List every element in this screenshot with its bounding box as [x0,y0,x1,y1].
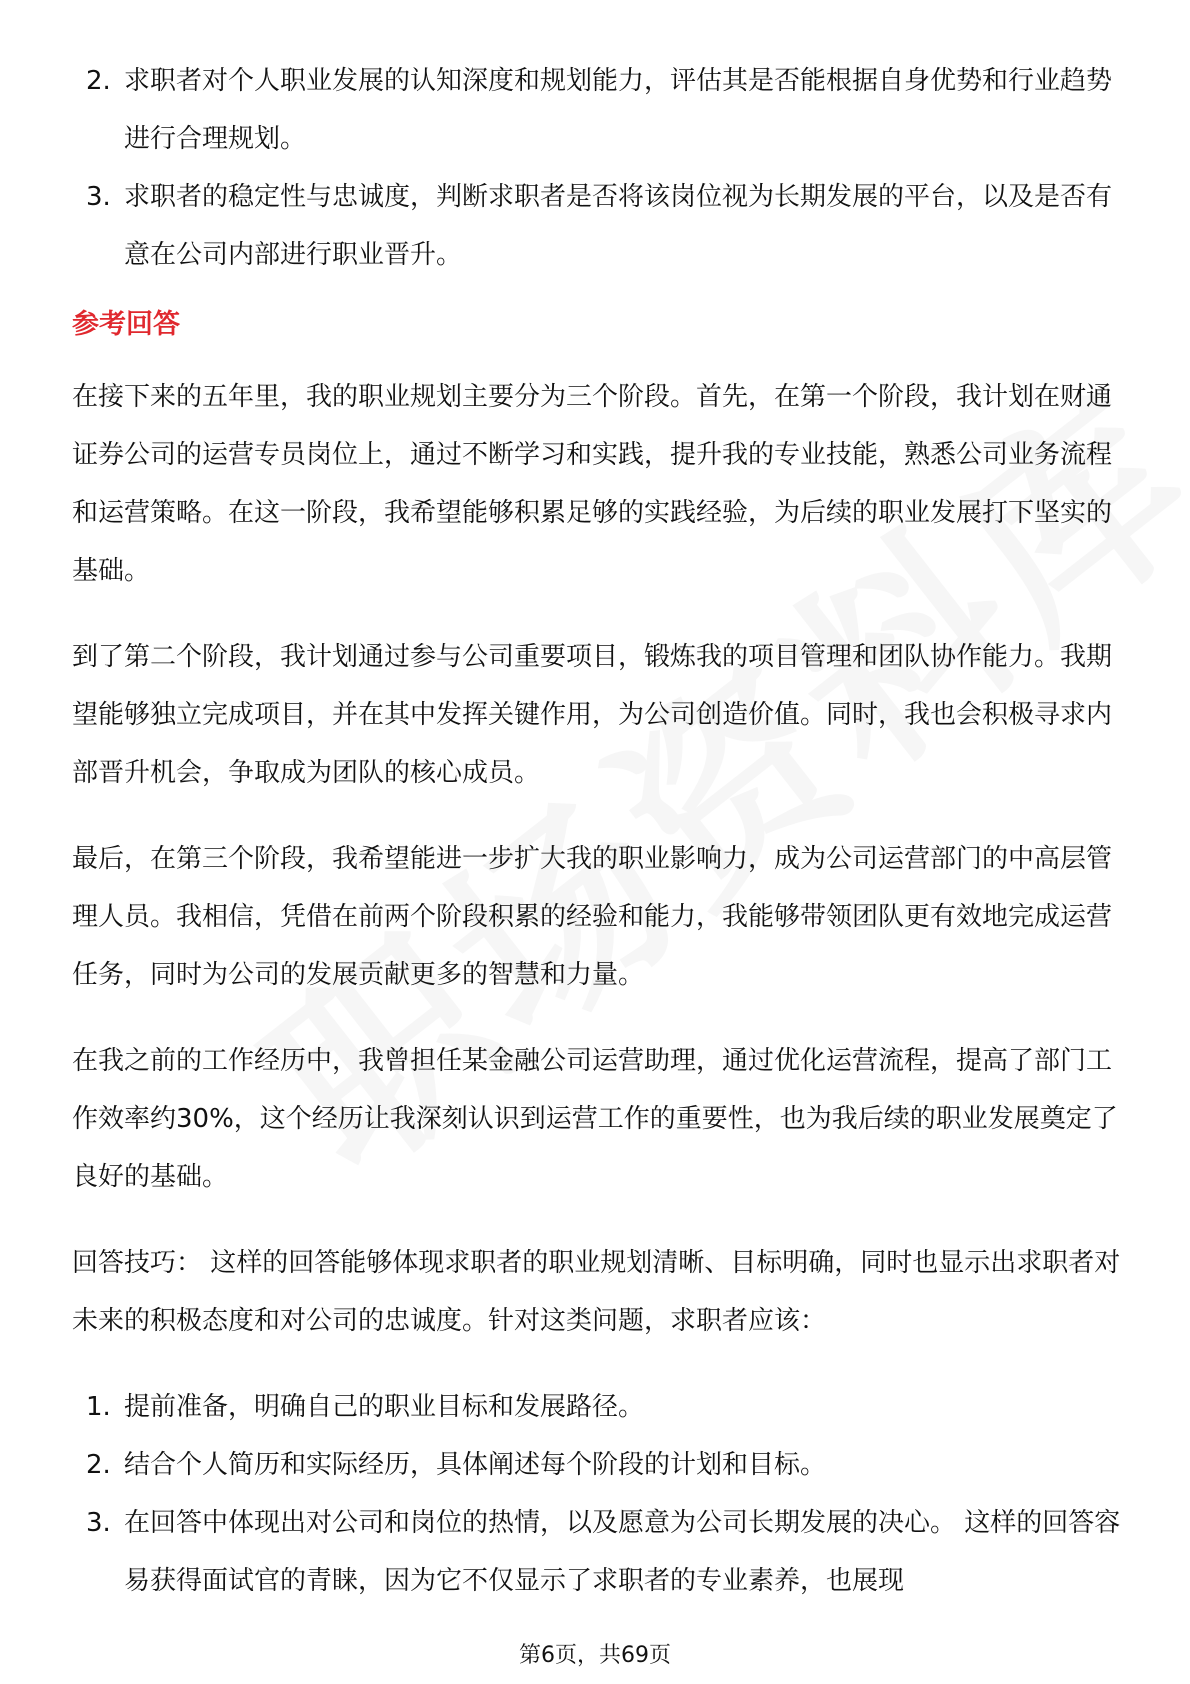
list-item-number: 2. [86,66,111,96]
list-item [72,1436,1132,1494]
list-item-text: 提前准备，明确自己的职业目标和发展路径。 [124,1392,645,1422]
section-heading: 参考回答 [72,309,180,340]
top-numbered-list [72,52,1132,284]
answer-paragraph-3: 最后，在第三个阶段，我希望能进一步扩大我的职业影响力，成为公司运营部门的中高层管理人员。我相信，凭借在前两个阶段积累的经验和能力，我能够带领团队更有效地完成运营任务，同时为公司的发展贡献更多的智慧和力量。 [72,844,1113,990]
tips-paragraph: 回答技巧： 这样的回答能够体现求职者的职业规划清晰、目标明确，同时也显示出求职者对未来的积极态度和对公司的忠诚度。针对这类问题，求职者应该： [72,1248,1121,1336]
list-item [72,168,1132,284]
list-item [72,52,1132,168]
list-item-number: 2. [86,1450,111,1480]
list-item-number: 1. [86,1392,111,1422]
answer-paragraph-4: 在我之前的工作经历中，我曾担任某金融公司运营助理，通过优化运营流程，提高了部门工作效率约30%，这个经历让我深刻认识到运营工作的重要性，也为我后续的职业发展奠定了良好的基础。 [72,1046,1118,1192]
list-item [72,1378,1132,1436]
answer-paragraph-2: 到了第二个阶段，我计划通过参与公司重要项目，锻炼我的项目管理和团队协作能力。我期望能够独立完成项目，并在其中发挥关键作用，为公司创造价值。同时，我也会积极寻求内部晋升机会，争取成为团队的核心成员。 [72,642,1113,788]
list-item-number: 3. [86,182,111,212]
list-item-text: 求职者对个人职业发展的认知深度和规划能力，评估其是否能根据自身优势和行业趋势进行合理规划。 [124,66,1113,154]
tips-numbered-list [72,1378,1132,1610]
list-item-text: 结合个人简历和实际经历，具体阐述每个阶段的计划和目标。 [124,1450,827,1480]
list-item-text: 求职者的稳定性与忠诚度，判断求职者是否将该岗位视为长期发展的平台，以及是否有意在公司内部进行职业晋升。 [124,182,1113,270]
list-item [72,1494,1132,1610]
page-content [72,52,1132,1610]
answer-paragraph-1: 在接下来的五年里，我的职业规划主要分为三个阶段。首先，在第一个阶段，我计划在财通证券公司的运营专员岗位上，通过不断学习和实践，提升我的专业技能，熟悉公司业务流程和运营策略。在这一阶段，我希望能够积累足够的实践经验，为后续的职业发展打下坚实的基础。 [72,382,1113,586]
list-item-number: 3. [86,1508,111,1538]
page-footer: 第6页，共69页 [519,1643,671,1668]
list-item-text: 在回答中体现出对公司和岗位的热情，以及愿意为公司长期发展的决心。 这样的回答容易获得面试官的青睐，因为它不仅显示了求职者的专业素养，也展现 [124,1508,1121,1596]
